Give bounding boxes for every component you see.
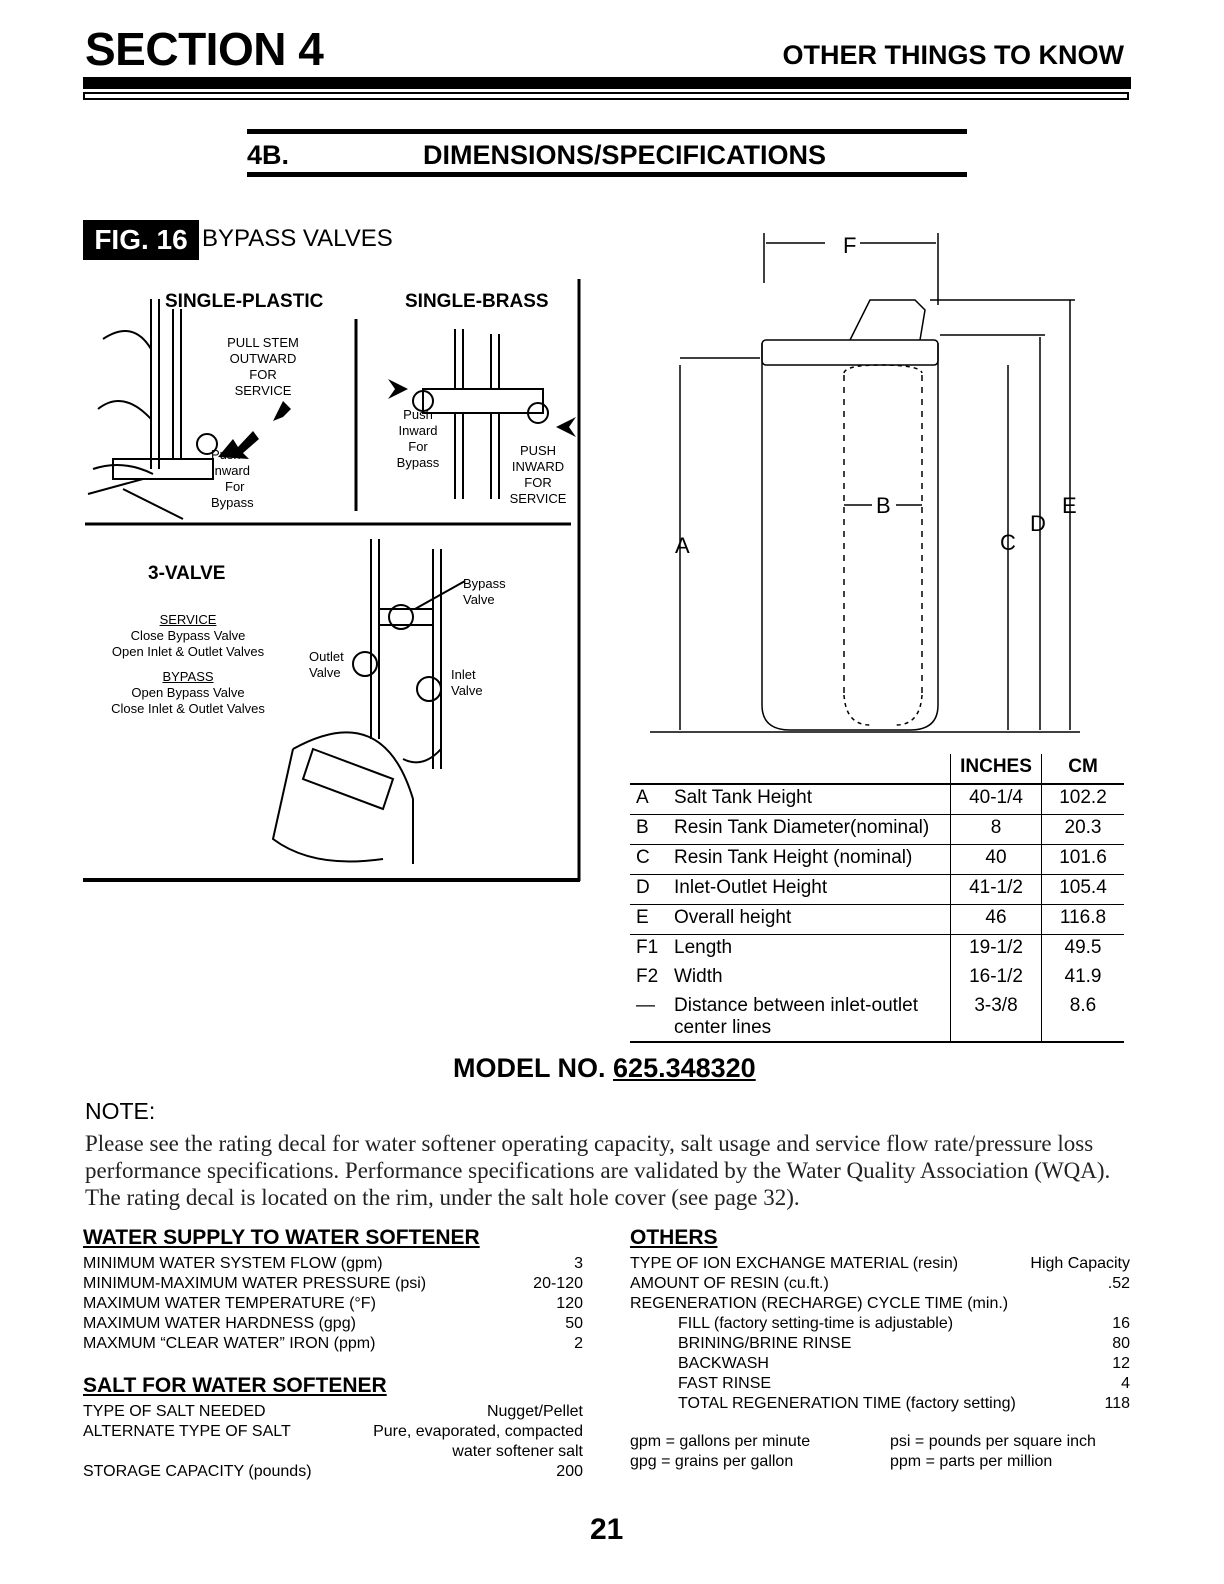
brass-push-bypass-label: Push Inward For Bypass	[396, 407, 440, 470]
inlet-valve-label: Inlet Valve	[451, 667, 483, 698]
spec-row: FILL (factory setting-time is adjustable) 16	[678, 1315, 1130, 1332]
spec-row: TYPE OF ION EXCHANGE MATERIAL (resin) High Capacity	[630, 1255, 1130, 1272]
bypass-valve-label: Bypass Valve	[463, 576, 506, 607]
dim-label-e: E	[1062, 493, 1077, 518]
table-header-row	[630, 754, 1124, 784]
section-subtitle: OTHER THINGS TO KNOW	[782, 40, 1124, 70]
spec-row: BRINING/BRINE RINSE 80	[678, 1335, 1130, 1352]
table-row: F1 Length 19-1/2 49.5	[630, 935, 1124, 965]
page-number: 21	[590, 1513, 624, 1546]
water-supply-heading: WATER SUPPLY TO WATER SOFTENER	[83, 1226, 480, 1249]
bypass-instructions: BYPASS Open Bypass Valve Close Inlet & Outlet Valves	[111, 669, 265, 716]
note-text: Please see the rating decal for water softener operating capacity, salt usage and service flow rate/pressure loss performance specifications. Performance specifications are validated by the Water Quality Association (WQA). The rating decal is located on the rim, under the salt hole cover (see page 32).	[85, 1131, 1111, 1210]
dimensions-table	[630, 754, 1124, 1043]
brass-push-service-label: PUSH INWARD FOR SERVICE	[509, 443, 567, 506]
spec-row: TYPE OF SALT NEEDED Nugget/Pellet	[83, 1403, 583, 1420]
subsection-rule-top	[247, 129, 967, 134]
spec-row: MAXIMUM WATER TEMPERATURE (°F) 120	[83, 1295, 583, 1312]
subsection-number: 4B.	[247, 140, 290, 170]
table-row: E Overall height 46 116.8	[630, 905, 1124, 935]
spec-row: MAXIMUM WATER HARDNESS (gpg) 50	[83, 1315, 583, 1332]
dimension-drawing	[640, 225, 1100, 740]
subsection-title: DIMENSIONS/SPECIFICATIONS	[423, 140, 827, 170]
model-number: MODEL NO. 625.348320	[453, 1053, 756, 1083]
service-instructions: SERVICE Close Bypass Valve Open Inlet & Outlet Valves	[111, 612, 265, 659]
single-plastic-valve-drawing	[88, 299, 217, 519]
spec-row: AMOUNT OF RESIN (cu.ft.) .52	[630, 1275, 1130, 1292]
col-header-cm: CM	[1042, 754, 1125, 784]
spec-row: STORAGE CAPACITY (pounds) 200	[83, 1463, 583, 1480]
three-valve-label: 3-VALVE	[148, 563, 226, 584]
spec-row: BACKWASH 12	[678, 1355, 1130, 1372]
three-valve-drawing	[273, 539, 465, 864]
col-header-inches: INCHES	[951, 754, 1042, 784]
spec-row: MINIMUM WATER SYSTEM FLOW (gpm) 3	[83, 1255, 583, 1272]
header-rule-thin	[83, 92, 1129, 100]
header-rule-thick	[83, 77, 1131, 89]
plastic-push-bypass-label: Push Inward For Bypass	[211, 447, 254, 510]
spec-row: FAST RINSE 4	[678, 1375, 1130, 1392]
dim-label-d: D	[1030, 511, 1046, 536]
table-row: D Inlet-Outlet Height 41-1/2 105.4	[630, 875, 1124, 905]
others-section	[630, 1226, 1130, 1472]
dim-label-b: B	[876, 493, 891, 518]
spec-row: TOTAL REGENERATION TIME (factory setting) 118	[678, 1395, 1130, 1412]
figure-title: BYPASS VALVES	[202, 225, 393, 252]
spec-row: MINIMUM-MAXIMUM WATER PRESSURE (psi) 20-120	[83, 1275, 583, 1292]
spec-row: ALTERNATE TYPE OF SALT Pure, evaporated, compacted	[83, 1423, 583, 1440]
softener-dimension-diagram	[640, 225, 1100, 740]
dim-label-c: C	[1000, 530, 1016, 555]
abbreviations: gpm = gallons per minute psi = pounds per square inch gpg = grains per gallon ppm = parts per million	[630, 1433, 1096, 1470]
spec-row: MAXMUM “CLEAR WATER” IRON (ppm) 2	[83, 1335, 583, 1352]
dim-label-a: A	[675, 533, 690, 558]
dim-label-f: F	[843, 233, 857, 258]
salt-heading: SALT FOR WATER SOFTENER	[83, 1374, 387, 1397]
figure-badge: FIG. 16	[83, 220, 199, 260]
note-heading: NOTE:	[85, 1098, 156, 1124]
others-heading: OTHERS	[630, 1226, 718, 1249]
outlet-valve-label: Outlet Valve	[309, 649, 344, 680]
salt-section	[83, 1374, 583, 1482]
single-plastic-label: SINGLE-PLASTIC	[165, 291, 324, 312]
table-row: — Distance between inlet-outlet center lines 3-3/8 8.6	[630, 993, 1124, 1042]
table-row: A Salt Tank Height 40-1/4 102.2	[630, 784, 1124, 815]
single-brass-label: SINGLE-BRASS	[405, 291, 549, 312]
section-title: SECTION 4	[85, 23, 324, 75]
spec-row: REGENERATION (RECHARGE) CYCLE TIME (min.)	[630, 1295, 1009, 1312]
table-row: C Resin Tank Height (nominal) 40 101.6	[630, 845, 1124, 875]
subsection-rule-bottom	[247, 172, 967, 177]
bypass-valves-figure	[83, 279, 583, 884]
water-supply-section	[83, 1226, 583, 1354]
table-row: B Resin Tank Diameter(nominal) 8 20.3	[630, 815, 1124, 845]
table-row: F2 Width 16-1/2 41.9	[630, 964, 1124, 993]
spec-row: water softener salt	[452, 1443, 583, 1460]
pull-stem-label: PULL STEM OUTWARD FOR SERVICE	[227, 335, 299, 398]
